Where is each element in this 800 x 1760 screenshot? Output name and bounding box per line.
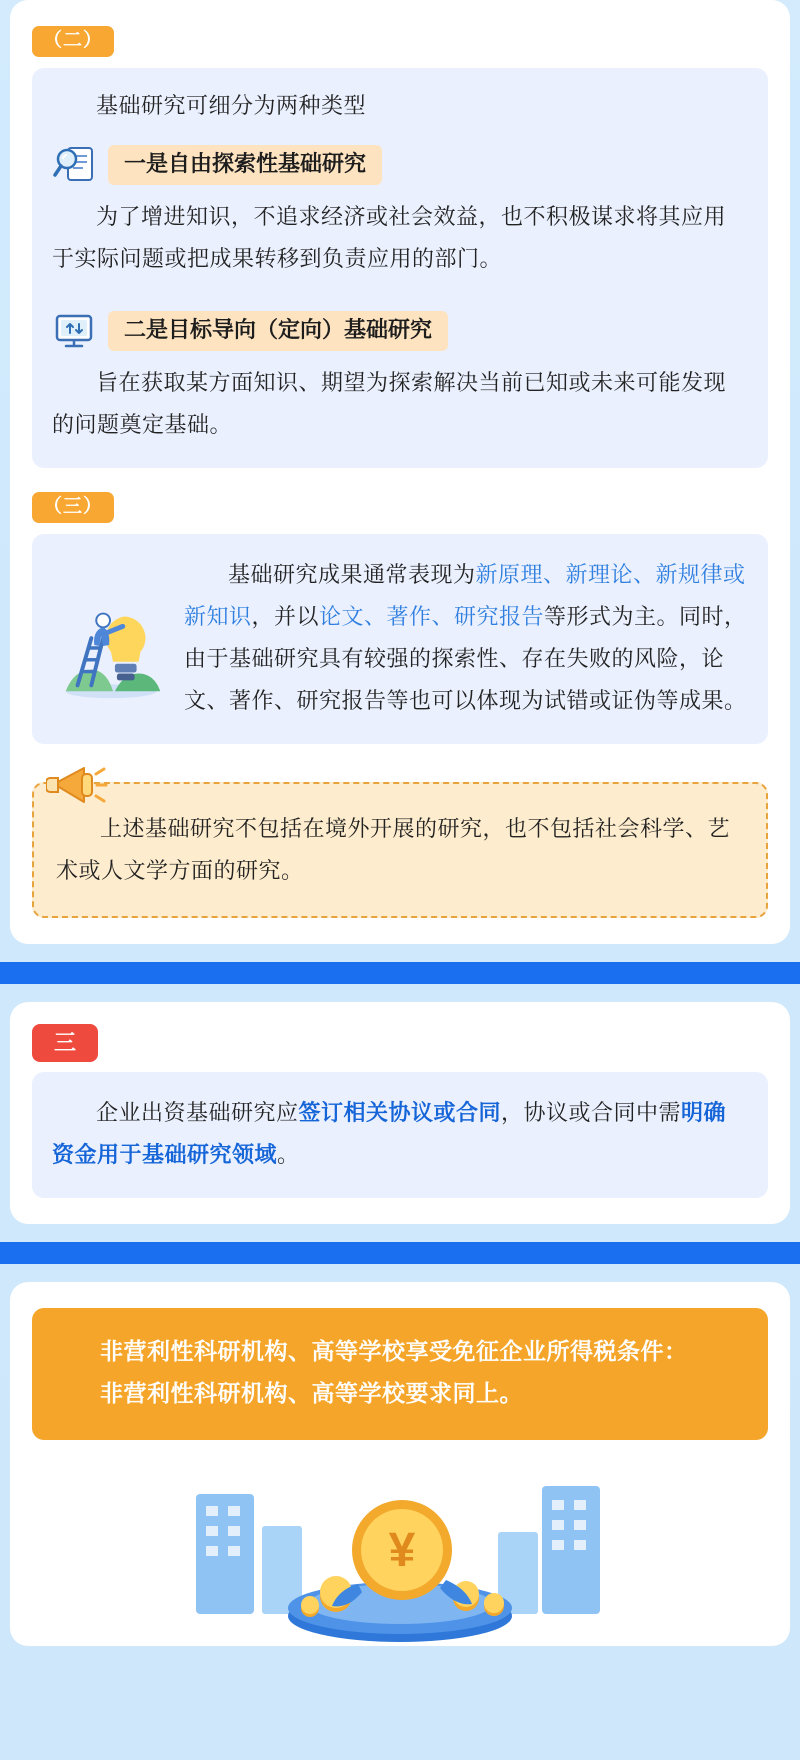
panel-basic-research <box>10 0 790 944</box>
divider-bar-2 <box>0 1242 800 1264</box>
panel-tax-exemption <box>10 1282 790 1646</box>
s3-t3: 等形式为主。同时，由于基础研究具有较强的探索性、存在失败的风险，论文、著作、研究报告等也可以体现为试错或证伪等成果。 <box>184 604 747 713</box>
st-t2: ，协议或合同中需 <box>501 1100 682 1125</box>
coin-yen-city-illustration <box>32 1440 768 1646</box>
svg-text:¥: ¥ <box>388 1524 416 1577</box>
subsection-2-body: 旨在获取某方面知识、期望为探索解决当前已知或未来可能发现的问题奠定基础。 <box>52 370 727 437</box>
section-2-badge: （二） <box>32 26 114 57</box>
section-3-content <box>32 534 768 744</box>
section-three-badge-row <box>32 1024 768 1064</box>
st-h1: 签订相关协议或合同 <box>298 1100 502 1125</box>
tax-exemption-line-1: 非营利性科研机构、高等学校享受免征企业所得税条件： <box>100 1338 688 1364</box>
subsection-2-header <box>52 308 748 354</box>
megaphone-icon <box>46 758 108 810</box>
st-h2: 明确资金用于基础研究领域 <box>52 1100 727 1167</box>
subsection-1-body: 为了增进知识，不追求经济或社会效益，也不积极谋求将其应用于实际问题或把成果转移到负责应用的部门。 <box>52 204 727 271</box>
tax-exemption-box <box>32 1308 768 1440</box>
section-three-body <box>52 1092 748 1176</box>
section-2-badge-row <box>32 26 768 60</box>
st-t3: 。 <box>277 1142 300 1167</box>
subsection-1-title: 一是自由探索性基础研究 <box>108 145 382 185</box>
s3-h1: 新原理、新理论、新规律或新知识 <box>184 562 746 629</box>
s3-t1: 基础研究成果通常表现为 <box>228 562 476 587</box>
section-3-badge: （三） <box>32 492 114 523</box>
divider-bar-1 <box>0 962 800 984</box>
subsection-2-title: 二是目标导向（定向）基础研究 <box>108 311 448 351</box>
section-2-lead: 基础研究可细分为两种类型 <box>96 93 367 118</box>
st-t1: 企业出资基础研究应 <box>96 1100 299 1125</box>
subsection-1-header <box>52 142 748 188</box>
exclusion-note-text: 上述基础研究不包括在境外开展的研究，也不包括社会科学、艺术或人文学方面的研究。 <box>56 816 731 883</box>
lightbulb-ladder-icon <box>52 554 170 711</box>
s3-h2: 论文、著作、研究报告 <box>319 604 545 629</box>
section-3-badge-row <box>32 492 768 526</box>
tax-exemption-line-2: 非营利性科研机构、高等学校要求同上。 <box>100 1380 523 1406</box>
magnifier-document-icon <box>52 142 98 188</box>
monitor-transfer-icon <box>52 308 98 354</box>
section-2-content <box>32 68 768 468</box>
s3-t2: ，并以 <box>251 604 320 629</box>
section-3-body <box>184 554 748 722</box>
section-three-content <box>32 1072 768 1198</box>
section-three-badge: 三 <box>32 1024 98 1062</box>
panel-section-three <box>10 1002 790 1224</box>
exclusion-note <box>32 782 768 918</box>
